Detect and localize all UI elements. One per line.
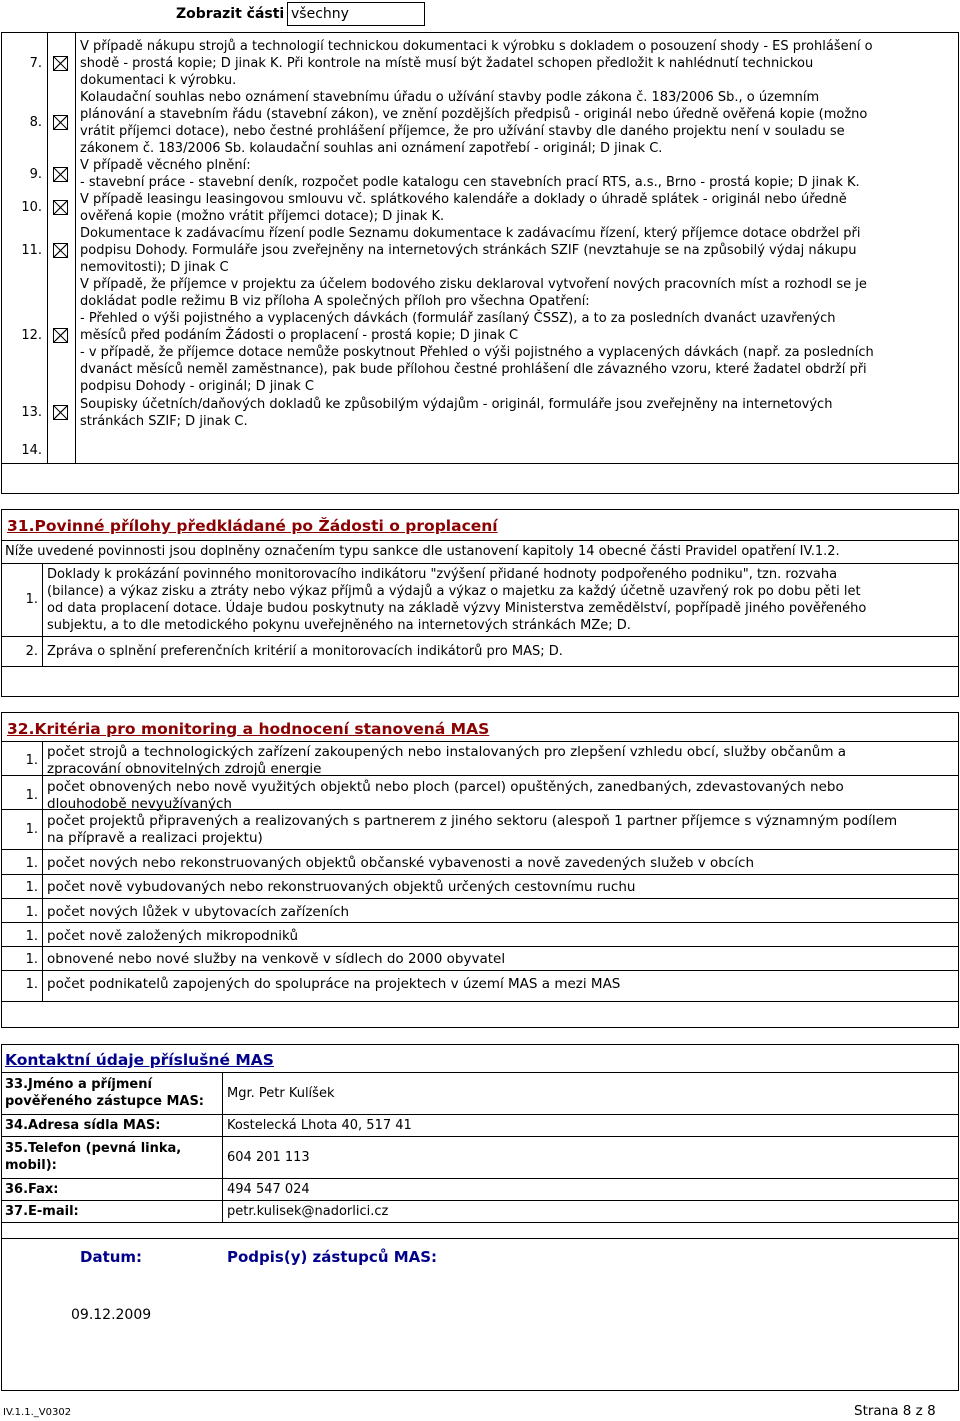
row-number: 1. bbox=[25, 753, 38, 768]
row-number: 1. bbox=[25, 952, 38, 967]
table-divider bbox=[1, 922, 959, 923]
table-divider bbox=[75, 32, 76, 463]
table-divider bbox=[1, 1114, 959, 1115]
row-number: 14. bbox=[21, 443, 42, 458]
attachment-text-line: V případě věcného plnění: bbox=[80, 158, 251, 173]
criterion-text-line: počet nových nebo rekonstruovaných objektů občanské vybavenosti a nově zavedených služeb v obcích bbox=[47, 855, 755, 871]
attachment-text-line: Dokumentace k zadávacímu řízení podle Seznamu dokumentace k zadávacímu řízení, který příjemce dotace obdržel při bbox=[80, 226, 861, 241]
date-label: Datum: bbox=[80, 1248, 143, 1266]
attachment-text-line: podpisu Dohody - originál; D jinak C bbox=[80, 379, 314, 394]
attachment-text-line: dokládat podle režimu B viz příloha A společných příloh pro všechna Opatření: bbox=[80, 294, 590, 309]
table-divider bbox=[1, 540, 959, 541]
row-number: 10. bbox=[21, 200, 42, 215]
checkbox[interactable] bbox=[53, 243, 68, 258]
table-divider bbox=[1, 1200, 959, 1201]
row-number: 1. bbox=[25, 880, 38, 895]
criterion-text-line: počet nově založených mikropodniků bbox=[47, 928, 299, 944]
table-divider bbox=[1, 741, 959, 742]
attachment-text-line: dvanáct měsíců neměl zaměstnance), pak bude přílohou čestné prohlášení dle závazného vzoru, které žadatel obdrží při bbox=[80, 362, 867, 377]
contact-label: 35.Telefon (pevná linka, bbox=[5, 1141, 182, 1156]
row-number: 12. bbox=[21, 328, 42, 343]
checked-icon bbox=[54, 57, 67, 70]
table-divider bbox=[1, 1178, 959, 1179]
contact-value: 494 547 024 bbox=[227, 1181, 310, 1197]
checkbox[interactable] bbox=[53, 56, 68, 71]
checked-icon bbox=[54, 244, 67, 257]
obligation-text-line: od data proplacení dotace. Údaje budou poskytnuty na základě výzvy Ministerstva zemědělství, popřípadě jiného pověřeného bbox=[47, 601, 867, 616]
attachment-text-line: - v případě, že příjemce dotace nemůže poskytnout Přehled o výši pojistného a vyplacených dávkách (např. za posledních bbox=[80, 345, 874, 360]
contact-label: mobil): bbox=[5, 1158, 57, 1173]
obligation-text-line: subjektu, a to dle metodického pokynu uveřejněného na internetových stránkách MZe; D. bbox=[47, 618, 631, 633]
row-number: 9. bbox=[29, 167, 42, 182]
obligation-text-line: Doklady k prokázání povinného monitorovacího indikátoru "zvýšení přidané hodnoty podpořeného podniku", tzn. rozvaha bbox=[47, 567, 838, 582]
row-number: 7. bbox=[29, 56, 42, 71]
table-divider bbox=[1, 1136, 959, 1137]
date-value: 09.12.2009 bbox=[71, 1307, 152, 1323]
criterion-text-line: na přípravě a realizaci projektu) bbox=[47, 830, 263, 846]
attachment-text-line: - stavební práce - stavební deník, rozpočet podle katalogu cen stavebních prací RTS, a.s., Brno - prostá kopie; D jinak K. bbox=[80, 175, 860, 190]
row-number: 1. bbox=[25, 977, 38, 992]
criterion-text-line: počet nově vybudovaných nebo rekonstruovaných objektů určených cestovnímu ruchu bbox=[47, 879, 636, 895]
row-number: 11. bbox=[21, 243, 42, 258]
table-divider bbox=[42, 563, 43, 666]
obligation-text-line: Zpráva o splnění preferenčních kritérií a monitorovacích indikátorů pro MAS; D. bbox=[47, 644, 563, 659]
signature-label: Podpis(y) zástupců MAS: bbox=[227, 1248, 438, 1266]
table-divider bbox=[42, 741, 43, 1001]
obligation-text-line: (bilance) a výkaz zisku a ztráty nebo výkaz příjmů a výdajů a výkaz o majetku za každý účetně uzavřený rok po dobu pěti let bbox=[47, 584, 861, 599]
table-divider bbox=[1, 946, 959, 947]
table-divider bbox=[1, 1238, 959, 1239]
table-divider bbox=[47, 32, 48, 463]
filter-select[interactable] bbox=[287, 2, 425, 26]
attachment-text-line: zákonem č. 183/2006 Sb. kolaudační souhlas ani oznámení zapotřebí - originál; D jinak C. bbox=[80, 141, 663, 156]
attachment-text-line: Kolaudační souhlas nebo oznámení stavebnímu úřadu o užívání stavby podle zákona č. 183/2006 Sb., o územním bbox=[80, 90, 820, 105]
footer-page: Strana 8 z 8 bbox=[854, 1403, 936, 1419]
attachment-text-line: V případě leasingu leasingovou smlouvu vč. splátkového kalendáře a doklady o úhradě splátek - originál nebo úředně bbox=[80, 192, 847, 207]
contact-value: Kostelecká Lhota 40, 517 41 bbox=[227, 1117, 412, 1133]
criterion-text-line: počet nových lůžek v ubytovacích zařízeních bbox=[47, 904, 350, 920]
contact-value: petr.kulisek@nadorlici.cz bbox=[227, 1203, 389, 1219]
contact-label: 37.E-mail: bbox=[5, 1203, 79, 1219]
table-divider bbox=[1, 463, 959, 464]
checkbox[interactable] bbox=[53, 167, 68, 182]
section-32-title: 32.Kritéria pro monitoring a hodnocení stanovená MAS bbox=[7, 720, 490, 738]
criterion-text-line: obnovené nebo nové služby na venkově v sídlech do 2000 obyvatel bbox=[47, 951, 506, 967]
filter-label: Zobrazit části bbox=[176, 6, 285, 22]
table-divider bbox=[1, 1001, 959, 1002]
attachment-text-line: Soupisky účetních/daňových dokladů ke způsobilým výdajům - originál, formuláře jsou zveřejněny na internetových bbox=[80, 397, 833, 412]
attachment-text-line: měsíců před podáním Žádosti o proplacení - prostá kopie; D jinak C bbox=[80, 328, 519, 343]
attachment-text-line: V případě nákupu strojů a technologií technickou dokumentaci k výrobku s dokladem o posouzení shody - ES prohlášení o bbox=[80, 39, 873, 54]
row-number: 1. bbox=[25, 592, 38, 607]
criterion-text-line: počet obnovených nebo nově využitých objektů nebo ploch (parcel) opuštěných, zanedbaných, zdevastovaných nebo bbox=[47, 779, 844, 795]
filter-value: všechny bbox=[291, 6, 349, 22]
attachment-text-line: - Přehled o výši pojistného a vyplacených dávkách (formulář zasílaný ČSSZ), a to za posledních dvanáct uzavřených bbox=[80, 311, 836, 326]
contact-label: 36.Fax: bbox=[5, 1181, 59, 1197]
row-number: 1. bbox=[25, 905, 38, 920]
checkbox[interactable] bbox=[53, 328, 68, 343]
contact-label: 34.Adresa sídla MAS: bbox=[5, 1117, 161, 1133]
table-divider bbox=[222, 1072, 223, 1222]
attachment-text-line: plánování a stavebním řádu (stavební zákon), ve znění pozdějších předpisů - originál nebo úředně ověřená kopie (možno bbox=[80, 107, 868, 122]
checkbox[interactable] bbox=[53, 405, 68, 420]
section-31-intro: Níže uvedené povinnosti jsou doplněny označením typu sankce dle ustanovení kapitoly 14 obecné části Pravidel opatření IV.1.2. bbox=[5, 544, 840, 559]
checked-icon bbox=[54, 201, 67, 214]
criterion-text-line: dlouhodobě nevyužívaných bbox=[47, 796, 232, 812]
row-number: 8. bbox=[29, 115, 42, 130]
attachment-text-line: ověřená kopie (možno vrátit příjemci dotace); D jinak K. bbox=[80, 209, 445, 224]
row-number: 1. bbox=[25, 822, 38, 837]
table-divider bbox=[1, 1072, 959, 1073]
table-divider bbox=[1, 849, 959, 850]
criterion-text-line: počet strojů a technologických zařízení zakoupených nebo instalovaných pro zlepšení vzhledu obcí, služby občanům a bbox=[47, 744, 847, 760]
checked-icon bbox=[54, 406, 67, 419]
row-number: 1. bbox=[25, 856, 38, 871]
contact-title: Kontaktní údaje příslušné MAS bbox=[5, 1051, 274, 1069]
attachment-text-line: dokumentaci k výrobku. bbox=[80, 73, 237, 88]
contact-value: 604 201 113 bbox=[227, 1149, 310, 1165]
table-divider bbox=[1, 775, 959, 776]
criterion-text-line: počet projektů připravených a realizovaných s partnerem z jiného sektoru (alespoň 1 partner příjemce s významným podílem bbox=[47, 813, 898, 829]
row-number: 2. bbox=[25, 644, 38, 659]
table-divider bbox=[1, 666, 959, 667]
checked-icon bbox=[54, 168, 67, 181]
checked-icon bbox=[54, 329, 67, 342]
attachment-text-line: stránkách SZIF; D jinak C. bbox=[80, 414, 248, 429]
row-number: 13. bbox=[21, 405, 42, 420]
checkbox[interactable] bbox=[53, 115, 68, 130]
contact-label: 33.Jméno a příjmení bbox=[5, 1077, 152, 1092]
attachment-text-line: vrátit příjemci dotace), nebo čestné prohlášení příjemce, že pro užívání stavby dle daného projektu není v souladu se bbox=[80, 124, 845, 139]
checked-icon bbox=[54, 116, 67, 129]
table-divider bbox=[1, 563, 959, 564]
table-divider bbox=[1, 1222, 959, 1223]
table-divider bbox=[1, 874, 959, 875]
criterion-text-line: počet podnikatelů zapojených do spolupráce na projektech v území MAS a mezi MAS bbox=[47, 976, 621, 992]
section-31-title: 31.Povinné přílohy předkládané po Žádosti o proplacení bbox=[7, 517, 498, 535]
row-number: 1. bbox=[25, 788, 38, 803]
contact-label: pověřeného zástupce MAS: bbox=[5, 1094, 204, 1109]
attachment-text-line: podpisu Dohody. Formuláře jsou zveřejněny na internetových stránkách SZIF (nevztahuje se na způsobilý výdaj nákupu bbox=[80, 243, 857, 258]
row-number: 1. bbox=[25, 929, 38, 944]
criterion-text-line: zpracování obnovitelných zdrojů energie bbox=[47, 761, 322, 777]
contact-value: Mgr. Petr Kulíšek bbox=[227, 1085, 335, 1101]
table-divider bbox=[1, 898, 959, 899]
table-divider bbox=[1, 636, 959, 637]
attachment-text-line: shodě - prostá kopie; D jinak K. Při kontrole na místě musí být žadatel schopen předložit k nahlédnutí technickou bbox=[80, 56, 814, 71]
footer-code: IV.1.1._V0302 bbox=[3, 1407, 72, 1418]
checkbox[interactable] bbox=[53, 200, 68, 215]
table-divider bbox=[1, 809, 959, 810]
attachment-text-line: V případě, že příjemce v projektu za účelem bodového zisku deklaroval vytvoření nových pracovních míst a rozhodl se je bbox=[80, 277, 867, 292]
attachment-text-line: nemovitosti); D jinak C bbox=[80, 260, 229, 275]
table-divider bbox=[1, 970, 959, 971]
